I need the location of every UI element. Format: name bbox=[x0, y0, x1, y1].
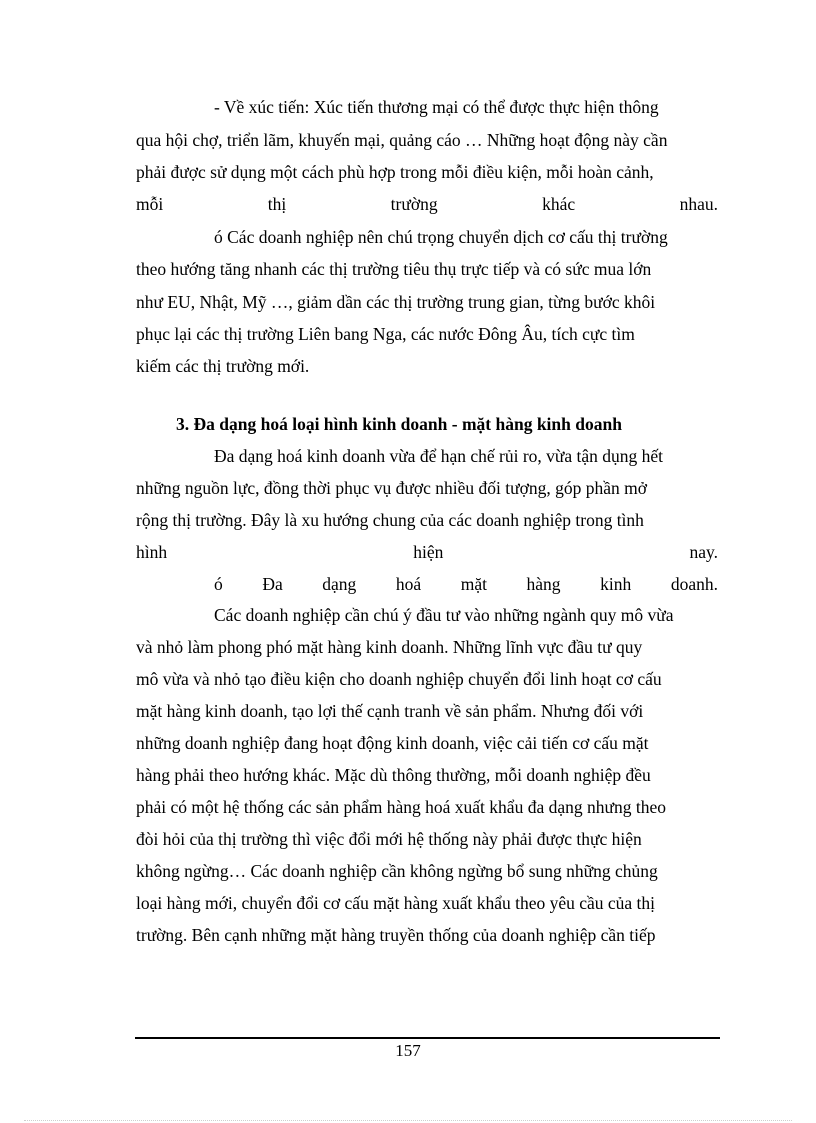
paragraph-line: những nguồn lực, đồng thời phục vụ được nhiều đối tượng, góp phần mở bbox=[136, 478, 647, 498]
paragraph-line: theo hướng tăng nhanh các thị trường tiêu thụ trực tiếp và có sức mua lớn bbox=[136, 259, 652, 279]
paragraph-line: rộng thị trường. Đây là xu hướng chung của các doanh nghiệp trong tình bbox=[136, 510, 644, 530]
section-heading: 3. Đa dạng hoá loại hình kinh doanh - mặt hàng kinh doanh bbox=[176, 414, 622, 434]
paragraph-line: loại hàng mới, chuyển đổi cơ cấu mặt hàng xuất khẩu theo yêu cầu của thị bbox=[136, 893, 656, 913]
word: nhau. bbox=[679, 194, 718, 214]
word: nay. bbox=[689, 542, 718, 562]
paragraph-line: phục lại các thị trường Liên bang Nga, các nước Đông Âu, tích cực tìm bbox=[136, 324, 635, 344]
paragraph-line: hàng phải theo hướng khác. Mặc dù thông thường, mỗi doanh nghiệp đều bbox=[136, 765, 651, 785]
word: hiện bbox=[413, 542, 444, 562]
paragraph-line: ó Các doanh nghiệp nên chú trọng chuyển dịch cơ cấu thị trường bbox=[214, 227, 668, 247]
paragraph-line: như EU, Nhật, Mỹ …, giảm dần các thị trường trung gian, từng bước khôi bbox=[136, 292, 656, 312]
paragraph-line: mặt hàng kinh doanh, tạo lợi thế cạnh tranh về sản phẩm. Nhưng đối với bbox=[136, 701, 644, 721]
paragraph-line: phải có một hệ thống các sản phẩm hàng hoá xuất khẩu đa dạng nhưng theo bbox=[136, 797, 666, 817]
footer-rule bbox=[135, 1037, 720, 1039]
paragraph-line: trường. Bên cạnh những mặt hàng truyền thống của doanh nghiệp cần tiếp bbox=[136, 925, 656, 945]
paragraph-line-justified bbox=[136, 541, 718, 563]
paragraph-line: những doanh nghiệp đang hoạt động kinh doanh, việc cải tiến cơ cấu mặt bbox=[136, 733, 649, 753]
word: hoá bbox=[395, 574, 422, 594]
paragraph-line: qua hội chợ, triển lãm, khuyến mại, quảng cáo … Những hoạt động này cần bbox=[136, 130, 668, 150]
word: trường bbox=[390, 194, 438, 214]
word: hàng bbox=[526, 574, 561, 594]
word: ó bbox=[214, 574, 223, 594]
word: hình bbox=[136, 542, 168, 562]
paragraph-line-justified bbox=[136, 193, 718, 215]
paragraph-line: Đa dạng hoá kinh doanh vừa để hạn chế rủi ro, vừa tận dụng hết bbox=[214, 446, 664, 466]
page-bottom-divider bbox=[24, 1120, 792, 1121]
word: kinh bbox=[600, 574, 632, 594]
word: thị bbox=[267, 194, 287, 214]
word: mặt bbox=[460, 574, 487, 594]
paragraph-line: không ngừng… Các doanh nghiệp cần không ngừng bổ sung những chủng bbox=[136, 861, 658, 881]
paragraph-line: đòi hỏi của thị trường thì việc đổi mới hệ thống này phải được thực hiện bbox=[136, 829, 642, 849]
paragraph-line: và nhỏ làm phong phó mặt hàng kinh doanh. Những lĩnh vực đầu tư quy bbox=[136, 637, 643, 657]
paragraph-line-justified bbox=[214, 573, 718, 595]
paragraph-line: phải được sử dụng một cách phù hợp trong mỗi điều kiện, mỗi hoàn cảnh, bbox=[136, 162, 654, 182]
word: doanh. bbox=[670, 574, 718, 594]
word: khác bbox=[542, 194, 576, 214]
word: Đa bbox=[262, 574, 283, 594]
paragraph-line: kiếm các thị trường mới. bbox=[136, 356, 310, 376]
word: mỗi bbox=[136, 194, 164, 214]
paragraph-line: - Về xúc tiến: Xúc tiến thương mại có thể được thực hiện thông bbox=[214, 97, 659, 117]
paragraph-line: Các doanh nghiệp cần chú ý đầu tư vào những ngành quy mô vừa bbox=[214, 605, 674, 625]
paragraph-line: mô vừa và nhỏ tạo điều kiện cho doanh nghiệp chuyển đổi linh hoạt cơ cấu bbox=[136, 669, 662, 689]
page-number: 157 bbox=[395, 1041, 421, 1060]
word: dạng bbox=[322, 574, 357, 594]
